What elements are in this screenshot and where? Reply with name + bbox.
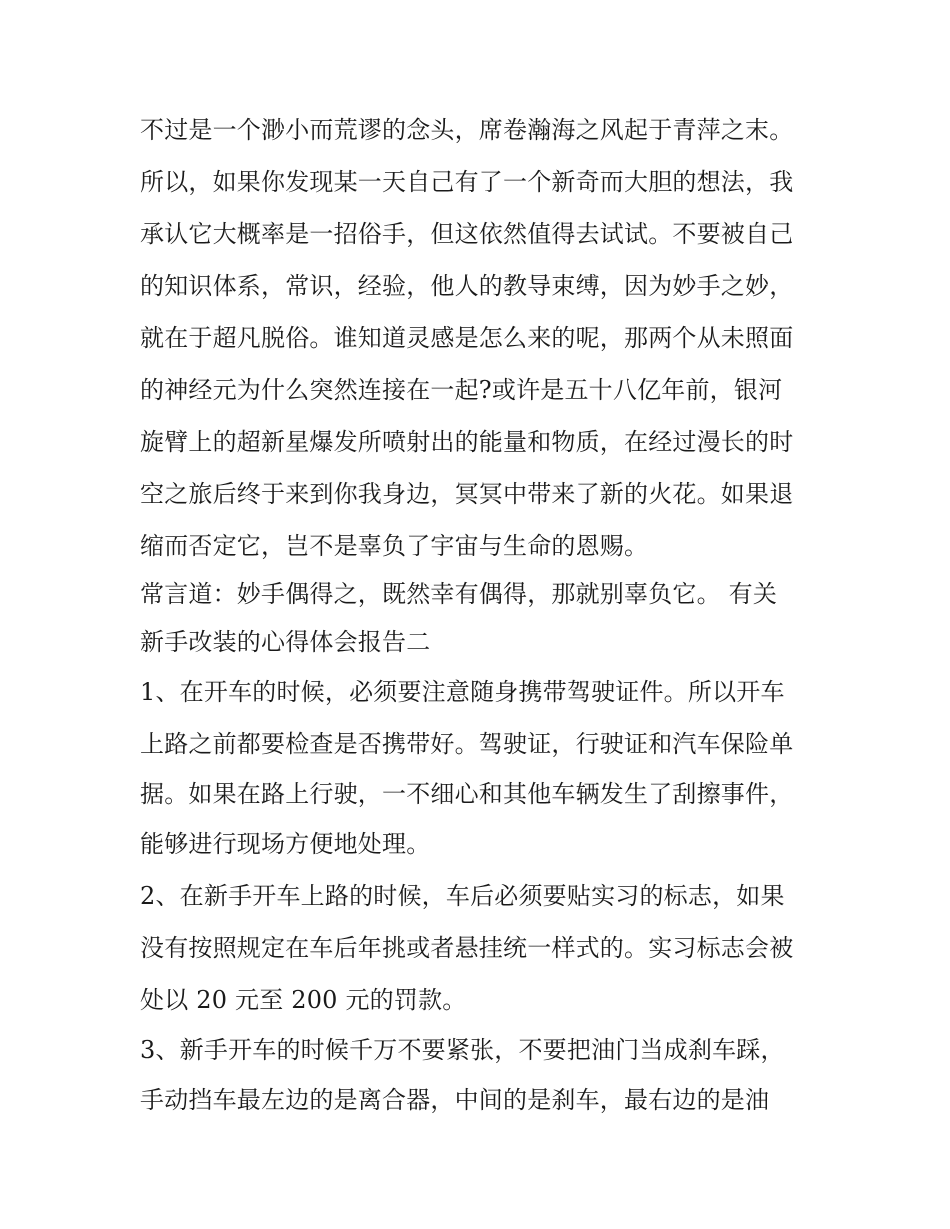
text-line: 旋臂上的超新星爆发所喷射出的能量和物质，在经过漫长的时 (140, 428, 794, 456)
text-line: 的知识体系，常识，经验，他人的教导束缚，因为妙手之妙， (140, 272, 794, 300)
text-line: 就在于超凡脱俗。谁知道灵感是怎么来的呢，那两个从未照面 (140, 324, 794, 352)
text-line: 空之旅后终于来到你我身边，冥冥中带来了新的火花。如果退 (140, 480, 794, 508)
text-line: 常言道：妙手偶得之，既然幸有偶得，那就别辜负它。 有关 (140, 580, 778, 608)
text-line: 3、新手开车的时候千万不要紧张，不要把油门当成刹车踩， (140, 1036, 785, 1064)
text-line: 的神经元为什么突然连接在一起?或许是五十八亿年前，银河 (140, 376, 783, 404)
text-line: 上路之前都要检查是否携带好。驾驶证，行驶证和汽车保险单 (140, 730, 794, 758)
text-line: 1、在开车的时候，必须要注意随身携带驾驶证件。所以开车 (140, 678, 785, 706)
text-line: 没有按照规定在车后年挑或者悬挂统一样式的。实习标志会被 (140, 934, 794, 962)
text-line: 处以 20 元至 200 元的罚款。 (140, 986, 467, 1014)
text-line: 手动挡车最左边的是离合器，中间的是刹车，最右边的是油 (140, 1086, 770, 1114)
text-line: 承认它大概率是一招俗手，但这依然值得去试试。不要被自己 (140, 220, 794, 248)
section-heading: 新手改装的心得体会报告二 (140, 628, 431, 656)
text-line: 所以，如果你发现某一天自己有了一个新奇而大胆的想法，我 (140, 168, 794, 196)
text-line: 能够进行现场方便地处理。 (140, 830, 431, 858)
text-line: 2、在新手开车上路的时候，车后必须要贴实习的标志，如果 (140, 882, 785, 910)
text-line: 据。如果在路上行驶，一不细心和其他车辆发生了刮擦事件， (140, 780, 794, 808)
text-line: 不过是一个渺小而荒谬的念头，席卷瀚海之风起于青萍之末。 (140, 116, 794, 144)
text-line: 缩而否定它，岂不是辜负了宇宙与生命的恩赐。 (140, 532, 649, 560)
